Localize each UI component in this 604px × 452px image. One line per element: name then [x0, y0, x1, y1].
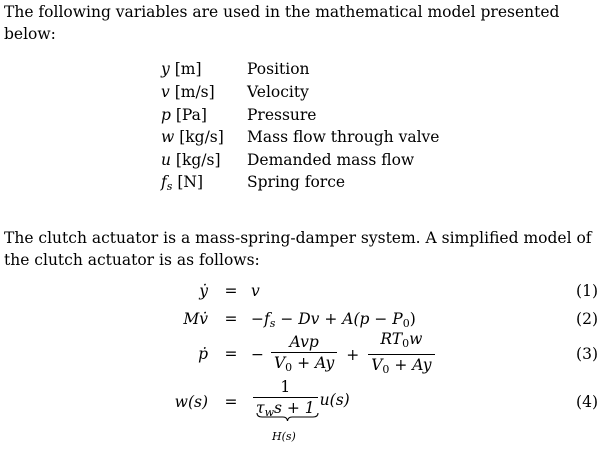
variable-description: Velocity [247, 83, 309, 101]
intro-line-2: below: [4, 25, 56, 43]
equals-sign: = [224, 393, 238, 411]
equation-number: (4) [576, 393, 598, 411]
variable-description: Position [247, 60, 310, 78]
underbrace [256, 413, 319, 421]
equation-lhs: ẏ [199, 282, 208, 300]
variable-symbol: u [kg/s] [161, 151, 221, 169]
intro-line-1: The following variables are used in the mathematical model presented [4, 3, 560, 21]
equation-lhs: ṗ [198, 345, 208, 363]
equation-rhs: $-fs - Dv + A(p - P_0)$ [251, 310, 416, 330]
paragraph-line-1: The clutch actuator is a mass-spring-damper system. A simplified model of [4, 229, 592, 247]
fraction [271, 332, 337, 378]
variable-description: Demanded mass flow [247, 151, 415, 169]
variable-description: Spring force [247, 173, 346, 191]
variable-symbol: w [kg/s] [161, 128, 224, 146]
variable-description: Mass flow through valve [247, 128, 440, 146]
equals-sign: = [224, 282, 238, 300]
variable-description: Pressure [247, 106, 317, 124]
variable-symbol: p [Pa] [161, 106, 207, 124]
fraction-numerator: 1 [280, 378, 291, 396]
fraction-denominator: $V_0 + Ay$ [273, 353, 335, 374]
equation-rhs: v [251, 282, 260, 300]
input-signal: u(s) [319, 391, 350, 409]
equation-number: (1) [576, 282, 598, 300]
brace-label: H(s) [272, 430, 296, 443]
fraction [368, 329, 434, 380]
paragraph-line-2: the clutch actuator is as follows: [4, 251, 260, 269]
variable-symbol: v [m/s] [161, 83, 215, 101]
fraction-numerator: Avp [289, 332, 319, 351]
equation-lhs: w(s) [174, 393, 208, 411]
variable-symbol: fs [N] [161, 173, 204, 193]
plus-sign: + [346, 345, 360, 364]
equation-number: (2) [576, 310, 598, 328]
variable-symbol: y [m] [161, 60, 202, 78]
equals-sign: = [224, 345, 238, 363]
fraction-denominator: τws + 1 [256, 399, 315, 419]
equation-rhs [251, 329, 437, 380]
equation-lhs: Mv̇ [183, 310, 208, 328]
equation-number: (3) [576, 345, 598, 363]
fraction-denominator: $V_0 + Ay$ [371, 356, 432, 376]
fraction-numerator: $RT_0w$ [380, 330, 423, 350]
minus-sign: − [251, 345, 264, 364]
equals-sign: = [224, 310, 238, 328]
